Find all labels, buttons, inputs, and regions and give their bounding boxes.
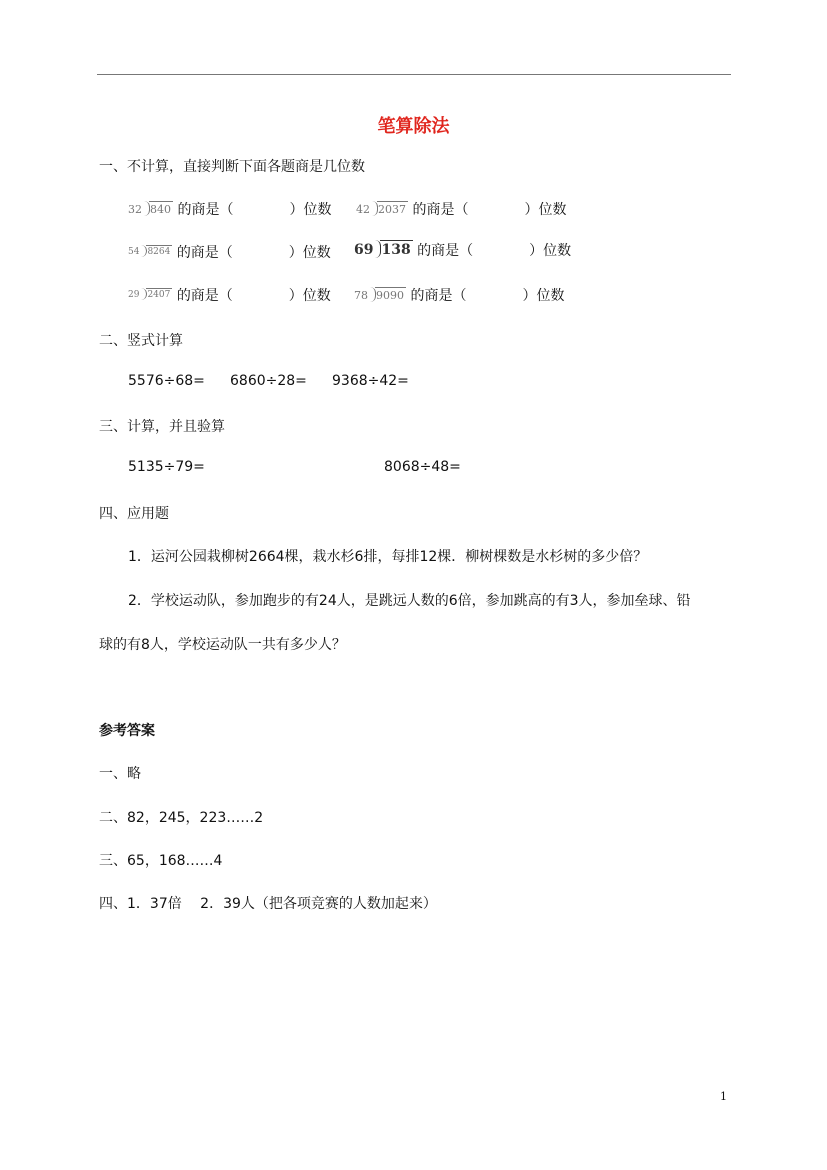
question-item: [128, 285, 331, 305]
question-text: 的商是（ ）位数: [176, 288, 331, 304]
problem: 5576÷68=: [128, 373, 205, 389]
answer-4: 四、1．37倍 2．39人（把各项竞赛的人数加起来）: [99, 896, 437, 912]
page-number: 1: [720, 1090, 727, 1103]
section-4-heading: 四、应用题: [99, 506, 169, 522]
long-division: 78 9090: [354, 288, 404, 302]
question-text: 的商是（ ）位数: [176, 245, 331, 261]
section-1-heading: 一、不计算，直接判断下面各题商是几位数: [99, 159, 365, 175]
problem: 5135÷79=: [128, 459, 205, 475]
question-text: 的商是（ ）位数: [412, 202, 567, 218]
long-division: 54 8264: [128, 247, 171, 257]
answer-1: 一、略: [99, 766, 141, 782]
question-text: 的商是（ ）位数: [410, 288, 565, 304]
section-2-heading: 二、竖式计算: [99, 333, 183, 349]
word-problem-2-line-1: 2．学校运动队，参加跑步的有24人，是跳远人数的6倍，参加跳高的有3人，参加垒球、铅: [128, 593, 691, 609]
long-division: 32 840: [128, 202, 171, 216]
long-division: 42 2037: [356, 202, 406, 216]
question-text: 的商是（ ）位数: [417, 243, 572, 259]
problem: 8068÷48=: [384, 459, 461, 475]
section-3-heading: 三、计算，并且验算: [99, 419, 225, 435]
question-item: [356, 199, 566, 219]
problem: 9368÷42=: [332, 373, 409, 389]
answers-heading: 参考答案: [99, 723, 155, 739]
question-item: [128, 242, 331, 262]
long-division: 29 2407: [128, 290, 171, 300]
word-problem-2-line-2: 球的有8人，学校运动队一共有多少人？: [99, 637, 346, 653]
header-rule: [97, 74, 731, 75]
page-title: 笔算除法: [377, 116, 450, 137]
question-item: [354, 285, 564, 305]
long-division: 69 138: [354, 242, 411, 258]
word-problem-1: 1．运河公园栽柳树2664棵，栽水杉6排，每排12棵．柳树棵数是水杉树的多少倍？: [128, 549, 648, 565]
problem: 6860÷28=: [230, 373, 307, 389]
answer-2: 二、82，245，223……2: [99, 810, 264, 826]
question-text: 的商是（ ）位数: [177, 202, 332, 218]
question-item: [128, 199, 331, 219]
question-item: [354, 240, 571, 260]
answer-3: 三、65，168……4: [99, 853, 223, 869]
